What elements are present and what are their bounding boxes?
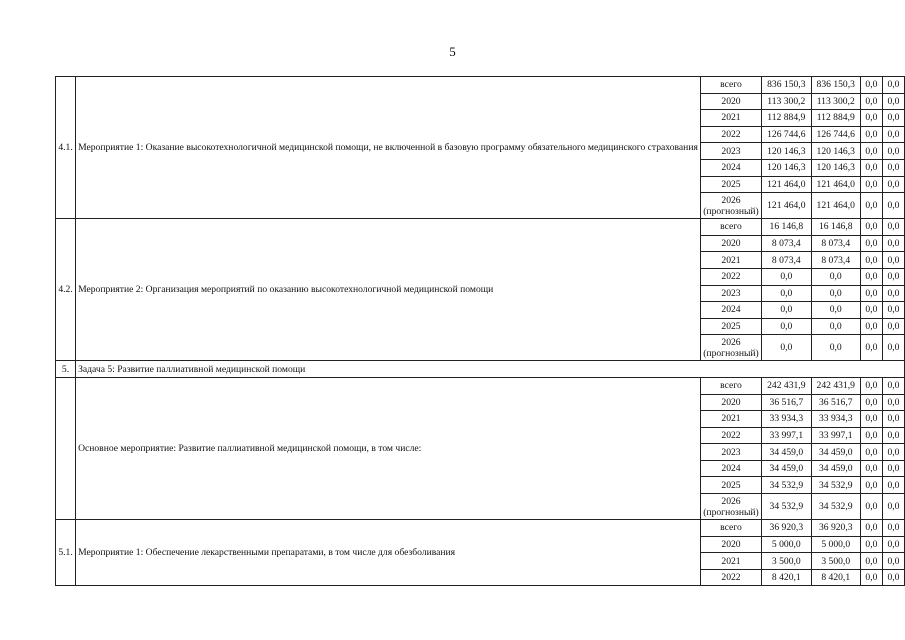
budget-cell: 0,0 xyxy=(811,318,860,335)
section-name: Мероприятие 1: Оказание высокотехнологичной медицинской помощи, не включенной в базовую программу обязательного медицинского страхования xyxy=(76,77,701,219)
total-cell: 36 516,7 xyxy=(762,394,811,411)
other-cell: 0,0 xyxy=(882,110,904,127)
other-cell: 0,0 xyxy=(882,285,904,302)
federal-cell: 0,0 xyxy=(860,444,882,461)
year-cell: всего xyxy=(700,219,761,236)
other-cell: 0,0 xyxy=(882,219,904,236)
budget-cell: 836 150,3 xyxy=(811,77,860,94)
federal-cell: 0,0 xyxy=(860,110,882,127)
total-cell: 0,0 xyxy=(762,285,811,302)
federal-cell: 0,0 xyxy=(860,553,882,570)
budget-cell: 34 459,0 xyxy=(811,460,860,477)
year-cell: 2022 xyxy=(700,569,761,586)
federal-cell: 0,0 xyxy=(860,77,882,94)
federal-cell: 0,0 xyxy=(860,335,882,361)
federal-cell: 0,0 xyxy=(860,477,882,494)
total-cell: 8 420,1 xyxy=(762,569,811,586)
other-cell: 0,0 xyxy=(882,252,904,269)
other-cell: 0,0 xyxy=(882,520,904,537)
budget-cell: 8 073,4 xyxy=(811,252,860,269)
federal-cell: 0,0 xyxy=(860,460,882,477)
total-cell: 8 073,4 xyxy=(762,252,811,269)
budget-cell: 8 073,4 xyxy=(811,235,860,252)
year-cell: 2024 xyxy=(700,302,761,319)
federal-cell: 0,0 xyxy=(860,235,882,252)
task-number: 5. xyxy=(56,361,76,378)
total-cell: 112 884,9 xyxy=(762,110,811,127)
budget-cell: 121 464,0 xyxy=(811,176,860,193)
total-cell: 0,0 xyxy=(762,335,811,361)
total-cell: 8 073,4 xyxy=(762,235,811,252)
other-cell: 0,0 xyxy=(882,460,904,477)
budget-cell: 112 884,9 xyxy=(811,110,860,127)
federal-cell: 0,0 xyxy=(860,285,882,302)
federal-cell: 0,0 xyxy=(860,126,882,143)
other-cell: 0,0 xyxy=(882,335,904,361)
year-cell: 2023 xyxy=(700,444,761,461)
budget-cell: 0,0 xyxy=(811,268,860,285)
total-cell: 121 464,0 xyxy=(762,193,811,219)
table-row xyxy=(56,77,905,94)
total-cell: 36 920,3 xyxy=(762,520,811,537)
other-cell: 0,0 xyxy=(882,93,904,110)
budget-table xyxy=(55,76,905,586)
total-cell: 34 459,0 xyxy=(762,444,811,461)
year-cell: 2025 xyxy=(700,318,761,335)
total-cell: 113 300,2 xyxy=(762,93,811,110)
other-cell: 0,0 xyxy=(882,159,904,176)
other-cell: 0,0 xyxy=(882,569,904,586)
year-cell: 2022 xyxy=(700,427,761,444)
budget-cell: 34 532,9 xyxy=(811,494,860,520)
budget-cell: 126 744,6 xyxy=(811,126,860,143)
year-cell: всего xyxy=(700,77,761,94)
federal-cell: 0,0 xyxy=(860,159,882,176)
budget-cell: 120 146,3 xyxy=(811,143,860,160)
total-cell: 836 150,3 xyxy=(762,77,811,94)
other-cell: 0,0 xyxy=(882,176,904,193)
total-cell: 126 744,6 xyxy=(762,126,811,143)
federal-cell: 0,0 xyxy=(860,219,882,236)
federal-cell: 0,0 xyxy=(860,427,882,444)
task-title: Задача 5: Развитие паллиативной медицинской помощи xyxy=(76,361,905,378)
total-cell: 34 532,9 xyxy=(762,477,811,494)
year-cell: 2020 xyxy=(700,536,761,553)
year-cell: 2021 xyxy=(700,553,761,570)
section-number: 4.2. xyxy=(56,219,76,361)
budget-cell: 36 516,7 xyxy=(811,394,860,411)
federal-cell: 0,0 xyxy=(860,93,882,110)
total-cell: 3 500,0 xyxy=(762,553,811,570)
budget-cell: 0,0 xyxy=(811,335,860,361)
federal-cell: 0,0 xyxy=(860,569,882,586)
total-cell: 16 146,8 xyxy=(762,219,811,236)
year-cell: 2025 xyxy=(700,176,761,193)
other-cell: 0,0 xyxy=(882,427,904,444)
budget-cell: 120 146,3 xyxy=(811,159,860,176)
federal-cell: 0,0 xyxy=(860,520,882,537)
federal-cell: 0,0 xyxy=(860,494,882,520)
total-cell: 121 464,0 xyxy=(762,176,811,193)
budget-cell: 16 146,8 xyxy=(811,219,860,236)
budget-cell: 3 500,0 xyxy=(811,553,860,570)
table-row xyxy=(56,520,905,537)
total-cell: 33 997,1 xyxy=(762,427,811,444)
year-cell: 2020 xyxy=(700,235,761,252)
year-cell: 2022 xyxy=(700,268,761,285)
year-cell: 2026 (прогнозный) xyxy=(700,494,761,520)
federal-cell: 0,0 xyxy=(860,536,882,553)
total-cell: 33 934,3 xyxy=(762,411,811,428)
other-cell: 0,0 xyxy=(882,477,904,494)
other-cell: 0,0 xyxy=(882,377,904,394)
total-cell: 5 000,0 xyxy=(762,536,811,553)
year-cell: 2020 xyxy=(700,394,761,411)
other-cell: 0,0 xyxy=(882,394,904,411)
year-cell: 2021 xyxy=(700,411,761,428)
budget-cell: 113 300,2 xyxy=(811,93,860,110)
other-cell: 0,0 xyxy=(882,268,904,285)
year-cell: 2020 xyxy=(700,93,761,110)
other-cell: 0,0 xyxy=(882,536,904,553)
year-cell: 2023 xyxy=(700,143,761,160)
year-cell: 2026 (прогнозный) xyxy=(700,335,761,361)
other-cell: 0,0 xyxy=(882,411,904,428)
year-cell: 2021 xyxy=(700,110,761,127)
other-cell: 0,0 xyxy=(882,302,904,319)
section-name: Основное мероприятие: Развитие паллиативной медицинской помощи, в том числе: xyxy=(76,377,701,519)
other-cell: 0,0 xyxy=(882,318,904,335)
other-cell: 0,0 xyxy=(882,235,904,252)
budget-cell: 33 997,1 xyxy=(811,427,860,444)
federal-cell: 0,0 xyxy=(860,143,882,160)
year-cell: 2024 xyxy=(700,159,761,176)
budget-cell: 121 464,0 xyxy=(811,193,860,219)
budget-cell: 33 934,3 xyxy=(811,411,860,428)
federal-cell: 0,0 xyxy=(860,268,882,285)
budget-cell: 5 000,0 xyxy=(811,536,860,553)
federal-cell: 0,0 xyxy=(860,377,882,394)
federal-cell: 0,0 xyxy=(860,193,882,219)
year-cell: 2024 xyxy=(700,460,761,477)
other-cell: 0,0 xyxy=(882,77,904,94)
section-name: Мероприятие 2: Организация мероприятий по оказанию высокотехнологичной медицинской помощи xyxy=(76,219,701,361)
year-cell: 2021 xyxy=(700,252,761,269)
table-row xyxy=(56,377,905,394)
section-name: Мероприятие 1: Обеспечение лекарственными препаратами, в том числе для обезболивания xyxy=(76,520,701,586)
total-cell: 0,0 xyxy=(762,268,811,285)
total-cell: 0,0 xyxy=(762,302,811,319)
federal-cell: 0,0 xyxy=(860,394,882,411)
page-number: 5 xyxy=(449,44,456,59)
total-cell: 120 146,3 xyxy=(762,159,811,176)
other-cell: 0,0 xyxy=(882,143,904,160)
year-cell: 2023 xyxy=(700,285,761,302)
budget-cell: 34 532,9 xyxy=(811,477,860,494)
other-cell: 0,0 xyxy=(882,126,904,143)
budget-cell: 34 459,0 xyxy=(811,444,860,461)
other-cell: 0,0 xyxy=(882,444,904,461)
budget-cell: 0,0 xyxy=(811,302,860,319)
federal-cell: 0,0 xyxy=(860,411,882,428)
total-cell: 0,0 xyxy=(762,318,811,335)
year-cell: всего xyxy=(700,377,761,394)
section-number xyxy=(56,377,76,519)
other-cell: 0,0 xyxy=(882,193,904,219)
other-cell: 0,0 xyxy=(882,494,904,520)
federal-cell: 0,0 xyxy=(860,252,882,269)
section-number: 4.1. xyxy=(56,77,76,219)
budget-cell: 8 420,1 xyxy=(811,569,860,586)
budget-cell: 36 920,3 xyxy=(811,520,860,537)
federal-cell: 0,0 xyxy=(860,302,882,319)
total-cell: 242 431,9 xyxy=(762,377,811,394)
task-row xyxy=(56,361,905,378)
total-cell: 120 146,3 xyxy=(762,143,811,160)
budget-cell: 0,0 xyxy=(811,285,860,302)
year-cell: 2026 (прогнозный) xyxy=(700,193,761,219)
total-cell: 34 532,9 xyxy=(762,494,811,520)
total-cell: 34 459,0 xyxy=(762,460,811,477)
year-cell: 2025 xyxy=(700,477,761,494)
year-cell: всего xyxy=(700,520,761,537)
other-cell: 0,0 xyxy=(882,553,904,570)
section-number: 5.1. xyxy=(56,520,76,586)
federal-cell: 0,0 xyxy=(860,176,882,193)
table-row xyxy=(56,219,905,236)
federal-cell: 0,0 xyxy=(860,318,882,335)
year-cell: 2022 xyxy=(700,126,761,143)
budget-cell: 242 431,9 xyxy=(811,377,860,394)
